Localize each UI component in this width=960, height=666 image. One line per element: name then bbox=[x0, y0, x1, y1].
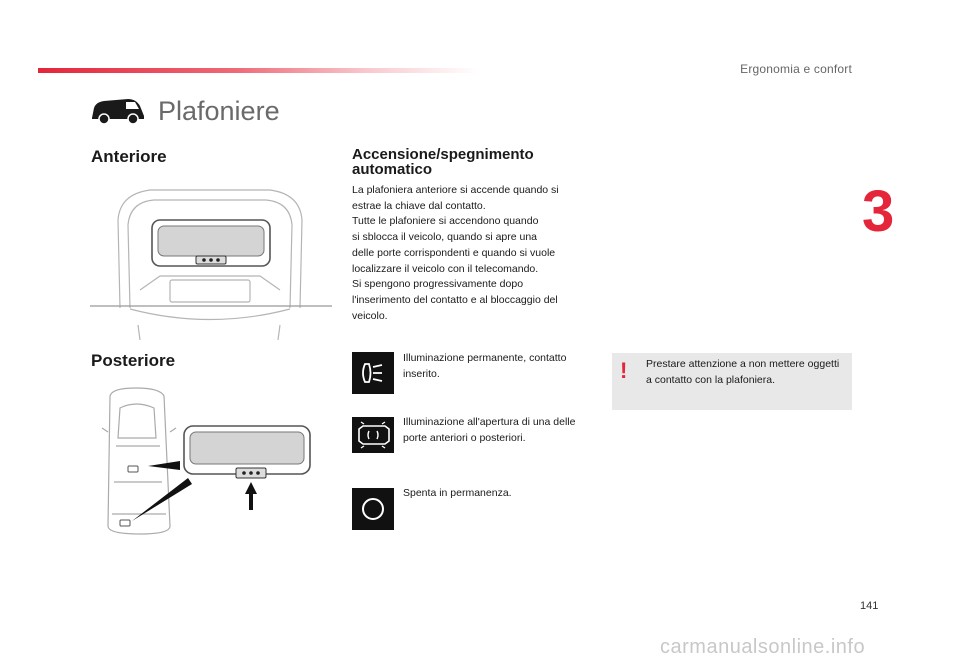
chapter-number: 3 bbox=[862, 179, 895, 244]
rear-light-illustration bbox=[96, 386, 326, 543]
van-icon bbox=[90, 96, 146, 131]
mode-text-permanent: Illuminazione permanente, contatto inserito. bbox=[403, 352, 567, 380]
door-light-icon bbox=[352, 417, 394, 453]
header-red-bar bbox=[38, 68, 478, 73]
page-number: 141 bbox=[860, 600, 879, 612]
auto-section-heading: Accensione/spegnimento automatico bbox=[352, 146, 534, 178]
section-title: Ergonomia e confort bbox=[740, 62, 852, 76]
light-off-icon bbox=[352, 488, 394, 530]
page-title: Plafoniere bbox=[158, 96, 280, 126]
warning-icon: ! bbox=[620, 358, 628, 383]
heading-rear: Posteriore bbox=[91, 351, 176, 370]
front-light-illustration bbox=[90, 180, 332, 345]
mode-text-doors: Illuminazione all'apertura di una delle porte anteriori o posteriori. bbox=[403, 416, 576, 444]
watermark: carmanualsonline.info bbox=[660, 636, 866, 658]
warning-text: Prestare attenzione a non mettere oggetti a contatto con la plafoniera. bbox=[646, 358, 840, 386]
light-on-icon bbox=[352, 352, 394, 394]
mode-text-off: Spenta in permanenza. bbox=[403, 487, 512, 499]
heading-front: Anteriore bbox=[91, 147, 167, 166]
auto-section-body: La plafoniera anteriore si accende quando si estrae la chiave dal contatto. Tutte le plafoniere si accendono quando si sblocca il veicolo, quando si apre una delle porte corrispondenti e quando si vuole localizzare il veicolo con il telecomando. Si spengono progressivamente dopo l'inserimento del contatto e al bloccaggio del veicolo. bbox=[352, 184, 559, 322]
